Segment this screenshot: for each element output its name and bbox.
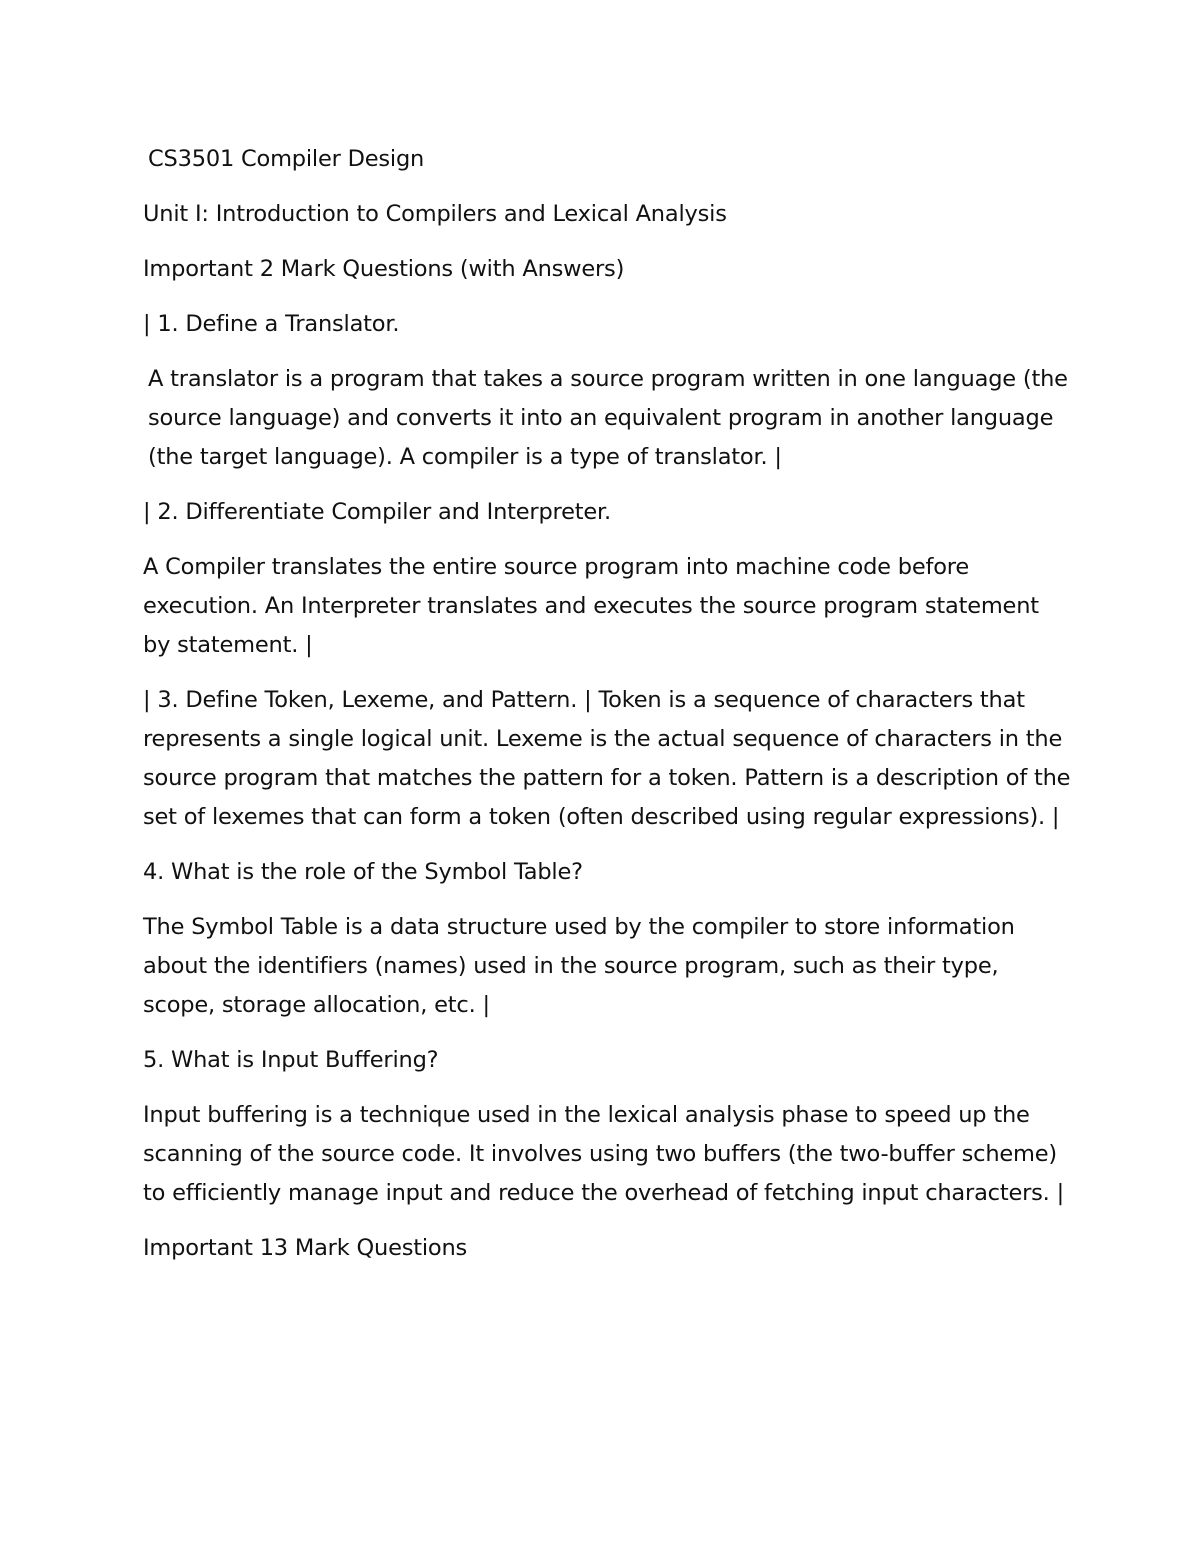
section-heading-13-mark: Important 13 Mark Questions xyxy=(143,1235,468,1261)
question-1: | 1. Define a Translator. xyxy=(143,311,400,337)
answer-5: Input buffering is a technique used in the lexical analysis phase to speed up the scanning of the source code. It involves using two buffers (the two-buffer scheme) to efficiently manage input and reduce the overhead of fetching input characters. | xyxy=(143,1102,1064,1206)
question-2: | 2. Differentiate Compiler and Interpreter. xyxy=(143,499,611,525)
question-4: 4. What is the role of the Symbol Table? xyxy=(143,859,583,885)
question-3-with-answer: | 3. Define Token, Lexeme, and Pattern. | Token is a sequence of characters that represents a single logical unit. Lexeme is the actual sequence of characters in the source program that matches the pattern for a token. Pattern is a description of the set of lexemes that can form a token (often described using regular expressions). | xyxy=(143,687,1071,830)
answer-4: The Symbol Table is a data structure used by the compiler to store information about the identifiers (names) used in the source program, such as their type, scope, storage allocation, etc. | xyxy=(143,914,1015,1018)
question-5: 5. What is Input Buffering? xyxy=(143,1047,439,1073)
document-page xyxy=(143,140,1073,1284)
answer-2: A Compiler translates the entire source program into machine code before execution. An Interpreter translates and executes the source program statement by statement. | xyxy=(143,554,1039,658)
section-heading-2-mark: Important 2 Mark Questions (with Answers) xyxy=(143,256,625,282)
course-title: CS3501 Compiler Design xyxy=(148,146,425,172)
unit-title: Unit I: Introduction to Compilers and Lexical Analysis xyxy=(143,201,727,227)
answer-1: A translator is a program that takes a source program written in one language (the source language) and converts it into an equivalent program in another language (the target language). A compiler is a type of translator. | xyxy=(148,366,1068,470)
